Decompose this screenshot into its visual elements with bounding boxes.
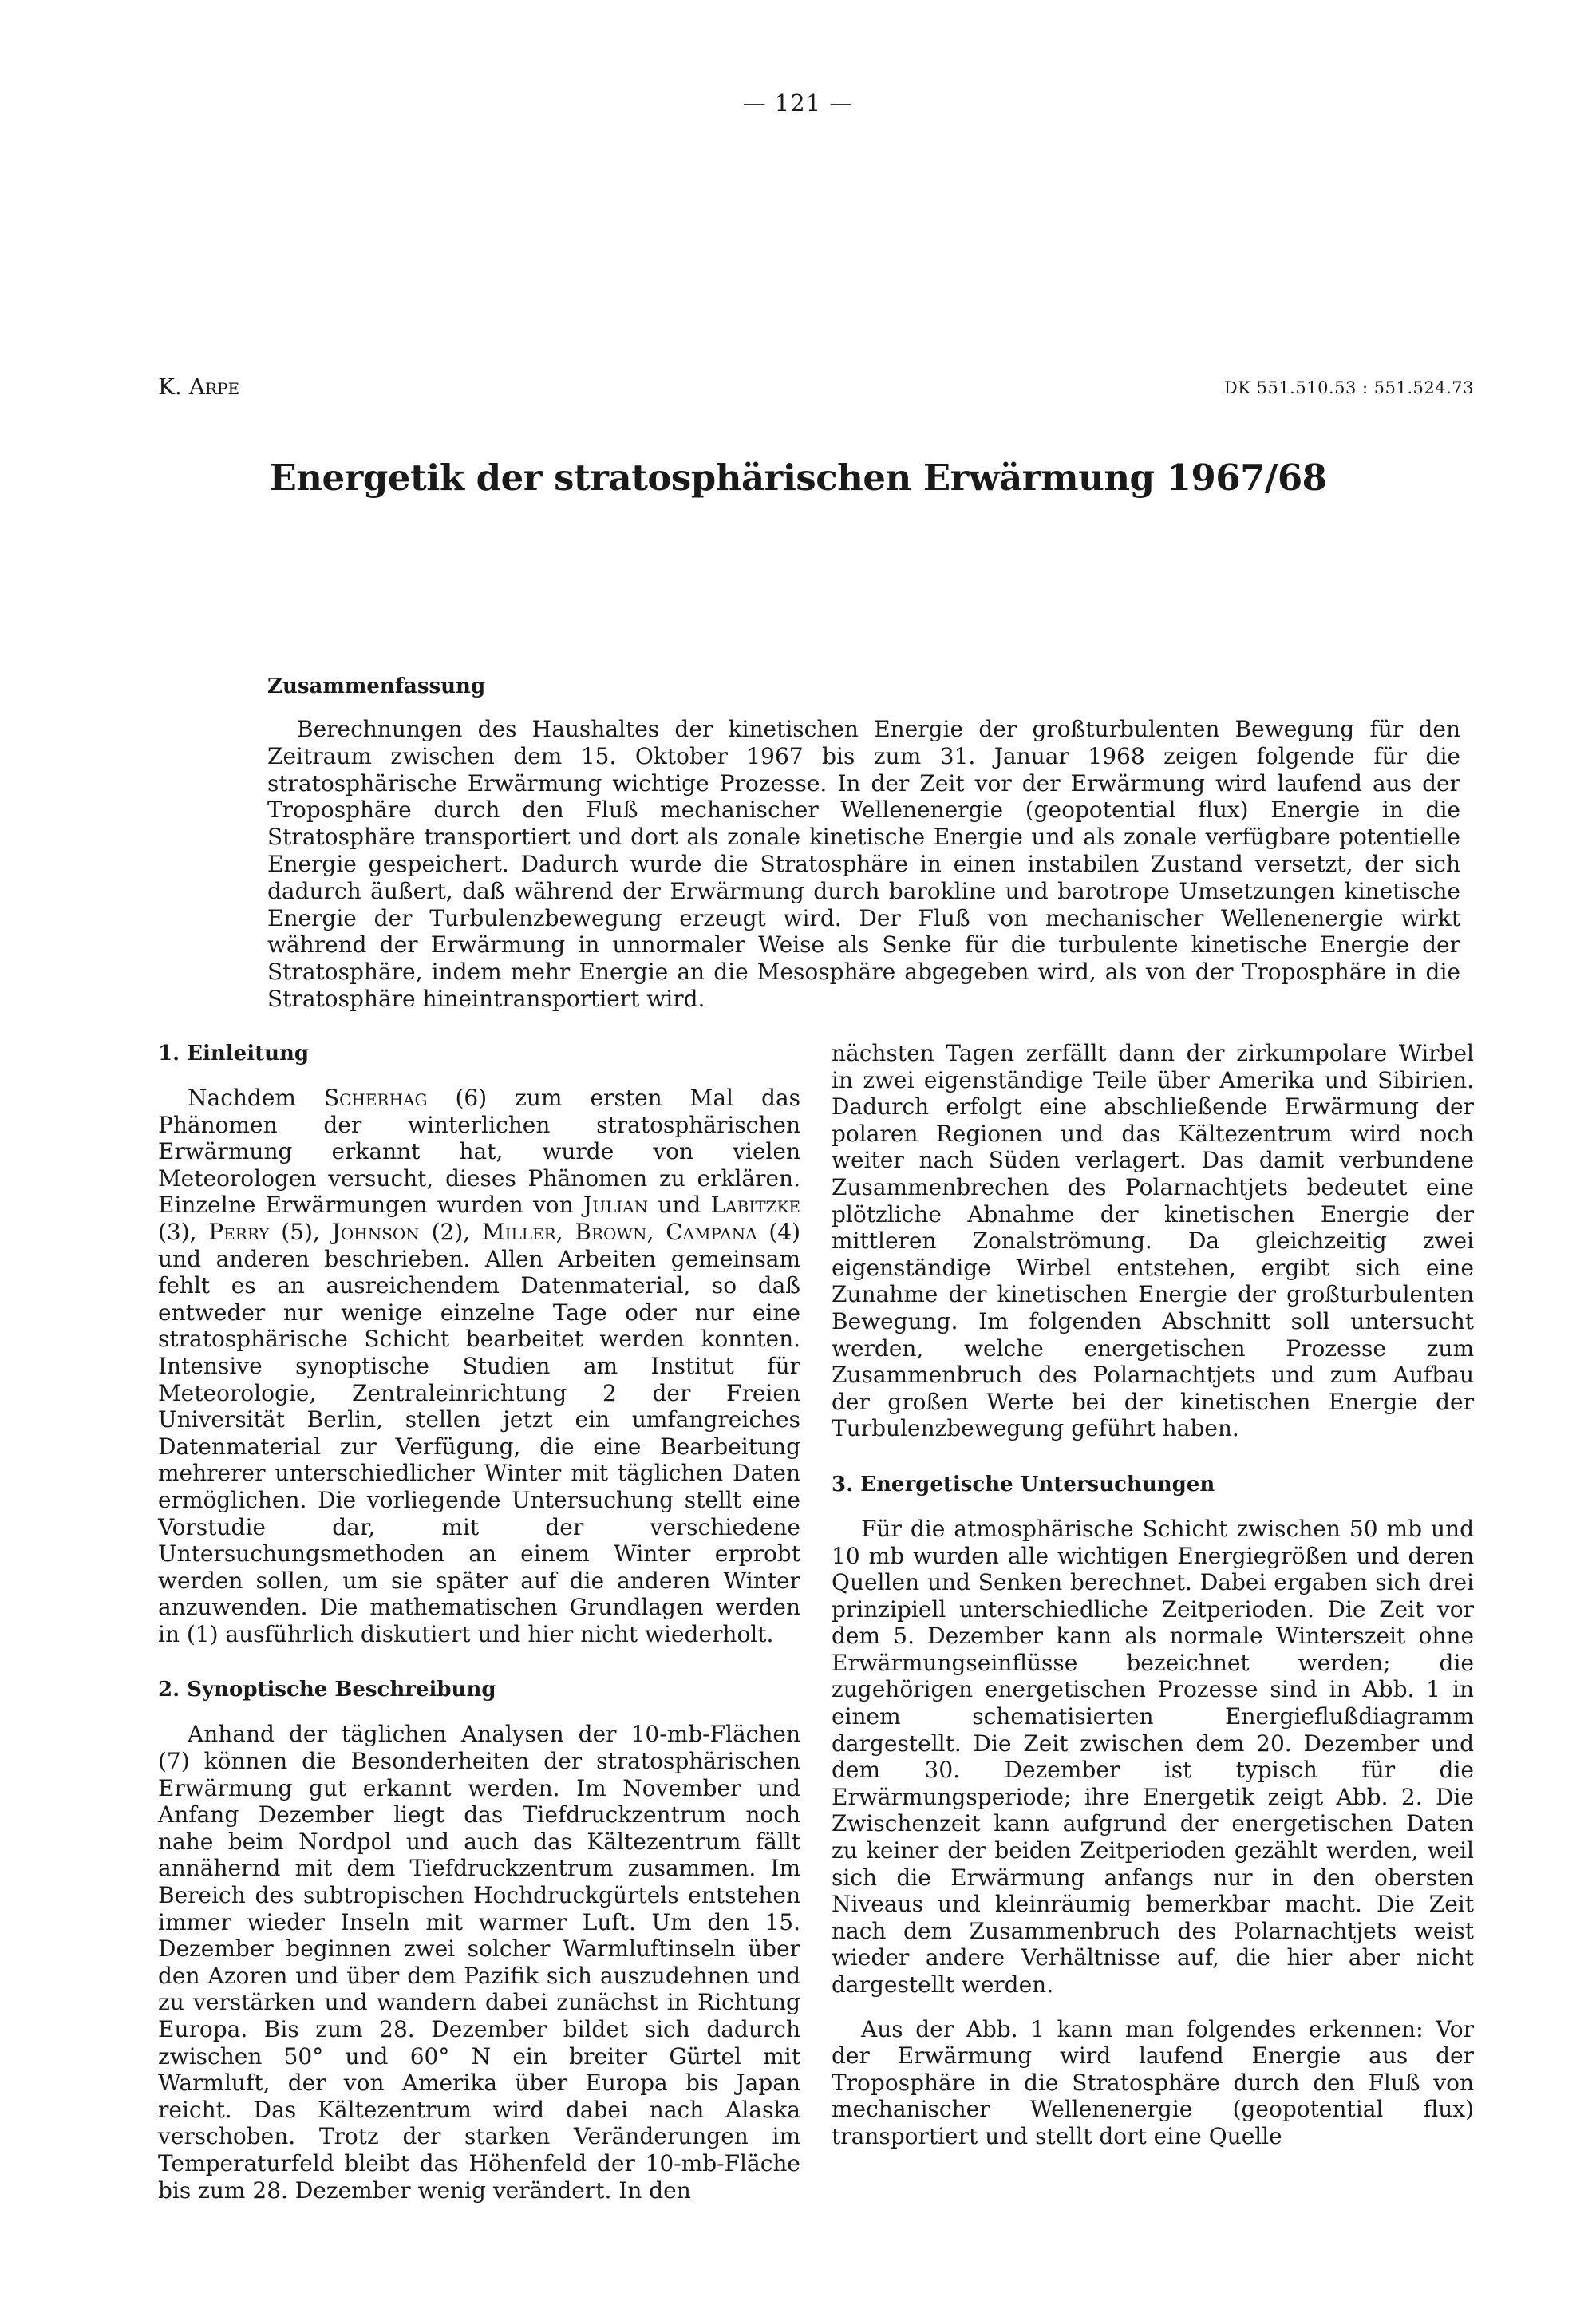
author-ref-julian: Julian (583, 1192, 649, 1219)
synoptik-paragraph-right: nächsten Tagen zerfällt dann der zirkumpolare Wirbel in zwei eigenständige Teile über Amerika und Sibirien. Dadurch erfolgt eine abschließende Erwärmung der polaren Regionen und das Kältezentrum wird noch weiter nach Süden verlagert. Das damit verbundene Zusammenbrechen des Polarnachtjets bedeutet eine plötzliche Abnahme der kinetischen Energie der mittleren Zonalströmung. Da gleichzeitig zwei eigenständige Wirbel entstehen, ergibt sich eine Zunahme der kinetischen Energie der großturbulenten Bewegung. Im folgenden Abschnitt soll untersucht werden, welche energetischen Prozesse zum Zusammenbruch des Polarnachtjets und zum Aufbau der großen Werte bei der kinetischen Energie der Turbulenzbewegung geführt haben. (832, 1040, 1474, 1442)
author-ref-johnson: Johnson (331, 1218, 420, 1245)
section-heading-synoptik: 2. Synoptische Beschreibung (158, 1678, 496, 1702)
author-ref-brown: Brown (575, 1218, 647, 1245)
author-ref-campana: Campana (666, 1218, 757, 1245)
right-column (832, 1040, 1474, 2150)
page-number: — 121 — (742, 89, 854, 117)
synoptik-paragraph-left: Anhand der täglichen Analysen der 10-mb-Flächen (7) können die Besonderheiten der stratosphärischen Erwärmung gut erkannt werden. Im November und Anfang Dezember liegt das Tiefdruckzentrum noch nahe beim Nordpol und auch das Kältezentrum fällt annähernd mit dem Tiefdruckzentrum zusammen. Im Bereich des subtropischen Hochdruckgürtels entstehen immer wieder Inseln mit warmer Luft. Um den 15. Dezember beginnen zwei solcher Warmluftinseln über den Azoren und über dem Pazifik sich auszudehnen und zu verstärken und wandern dabei zunächst in Richtung Europa. Bis zum 28. Dezember bildet sich dadurch zwischen 50° und 60° N ein breiter Gürtel mit Warmluft, der von Amerika über Europa bis Japan reicht. Das Kältezentrum wird dabei nach Alaska verschoben. Trotz der starken Veränderungen im Temperaturfeld bleibt das Höhenfeld der 10-mb-Fläche bis zum 28. Dezember wenig verändert. In den (158, 1721, 800, 2204)
section-heading-energetik: 3. Energetische Untersuchungen (832, 1472, 1215, 1496)
section-heading-einleitung: 1. Einleitung (158, 1042, 310, 1065)
paper-title: Energetik der stratosphärischen Erwärmung 1967/68 (269, 457, 1327, 499)
left-column (158, 1040, 800, 2204)
einleitung-paragraph: Nachdem Scherhag (6) zum ersten Mal das Phänomen der winterlichen stratosphärischen Erwärmung erkannt hat, wurde von vielen Meteorologen versucht, dieses Phänomen zu erklären. Einzelne Erwärmungen wurden von Julian und Labitzke (3), Perry (5), Johnson (2), Miller, Brown, Campana (4) und anderen beschrieben. Allen Arbeiten gemeinsam fehlt es an ausreichendem Datenmaterial, so daß entweder nur wenige einzelne Tage oder nur eine stratosphärische Schicht bearbeitet werden konnten. Intensive synoptische Studien am Institut für Meteorologie, Zentraleinrichtung 2 der Freien Universität Berlin, stellen jetzt ein umfangreiches Datenmaterial zur Verfügung, die eine Bearbeitung mehrerer unterschiedlicher Winter mit täglichen Daten ermöglichen. Die vorliegende Untersuchung stellt eine Vorstudie dar, mit der verschiedene Untersuchungsmethoden an einem Winter erprobt werden sollen, um sie später auf die anderen Winter anzuwenden. Die mathematischen Grundlagen werden in (1) ausführlich diskutiert und hier nicht wiederholt. (158, 1085, 801, 1647)
author-ref-miller: Miller (481, 1218, 556, 1245)
energetik-paragraph-2: Aus der Abb. 1 kann man folgendes erkennen: Vor der Erwärmung wird laufend Energie aus der Troposphäre in die Stratosphäre durch den Fluß von mechanischer Wellenenergie (geopotential flux) transportiert und stellt dort eine Quelle (832, 2015, 1474, 2149)
energetik-paragraph-1: Für die atmosphärische Schicht zwischen 50 mb und 10 mb wurden alle wichtigen Energiegrößen und deren Quellen und Senken berechnet. Dabei ergaben sich drei prinzipiell unterschiedliche Zeitperioden. Die Zeit vor dem 5. Dezember kann als normale Winterszeit ohne Erwärmungseinflüsse bezeichnet werden; die zugehörigen energetischen Prozesse sind in Abb. 1 in einem schematisierten Energieflußdiagramm dargestellt. Die Zeit zwischen dem 20. Dezember und dem 30. Dezember ist typisch für die Erwärmungsperiode; ihre Energetik zeigt Abb. 2. Die Zwischenzeit kann aufgrund der energetischen Daten zu keiner der beiden Zeitperioden gezählt werden, weil sich die Erwärmung anfangs nur in den obersten Niveaus und kleinräumig bemerkbar macht. Die Zeit nach dem Zusammenbruch des Polarnachtjets weist wieder andere Verhältnisse auf, die hier aber nicht dargestellt werden. (832, 1515, 1474, 1998)
abstract-text: Berechnungen des Haushaltes der kinetischen Energie der großturbulenten Bewegung für den Zeitraum zwischen dem 15. Oktober 1967 bis zum 31. Januar 1968 zeigen folgende für die stratosphärische Erwärmung wichtige Prozesse. In der Zeit vor der Erwärmung wird laufend aus der Troposphäre durch den Fluß mechanischer Wellenenergie (geopotential flux) Energie in die Stratosphäre transportiert und dort als zonale kinetische Energie und als zonale verfügbare potentielle Energie gespeichert. Dadurch wurde die Stratosphäre in einen instabilen Zustand versetzt, der sich dadurch äußert, daß während der Erwärmung durch barokline und barotrope Umsetzungen kinetische Energie der Turbulenzbewegung erzeugt wird. Der Fluß von mechanischer Wellenenergie wirkt während der Erwärmung in unnormaler Weise als Senke für die turbulente kinetische Energie der Stratosphäre, indem mehr Energie an die Mesosphäre abgegeben wird, als von der Troposphäre in die Stratosphäre hineintransportiert wird. (267, 716, 1460, 1012)
abstract-heading: Zusammenfassung (267, 674, 486, 698)
dk-classification: DK 551.510.53 : 551.524.73 (1223, 378, 1474, 397)
author-ref-scherhag: Scherhag (323, 1085, 428, 1111)
author: K. Arpe (158, 374, 240, 400)
author-ref-perry: Perry (208, 1218, 270, 1245)
author-ref-labitzke: Labitzke (710, 1192, 800, 1219)
